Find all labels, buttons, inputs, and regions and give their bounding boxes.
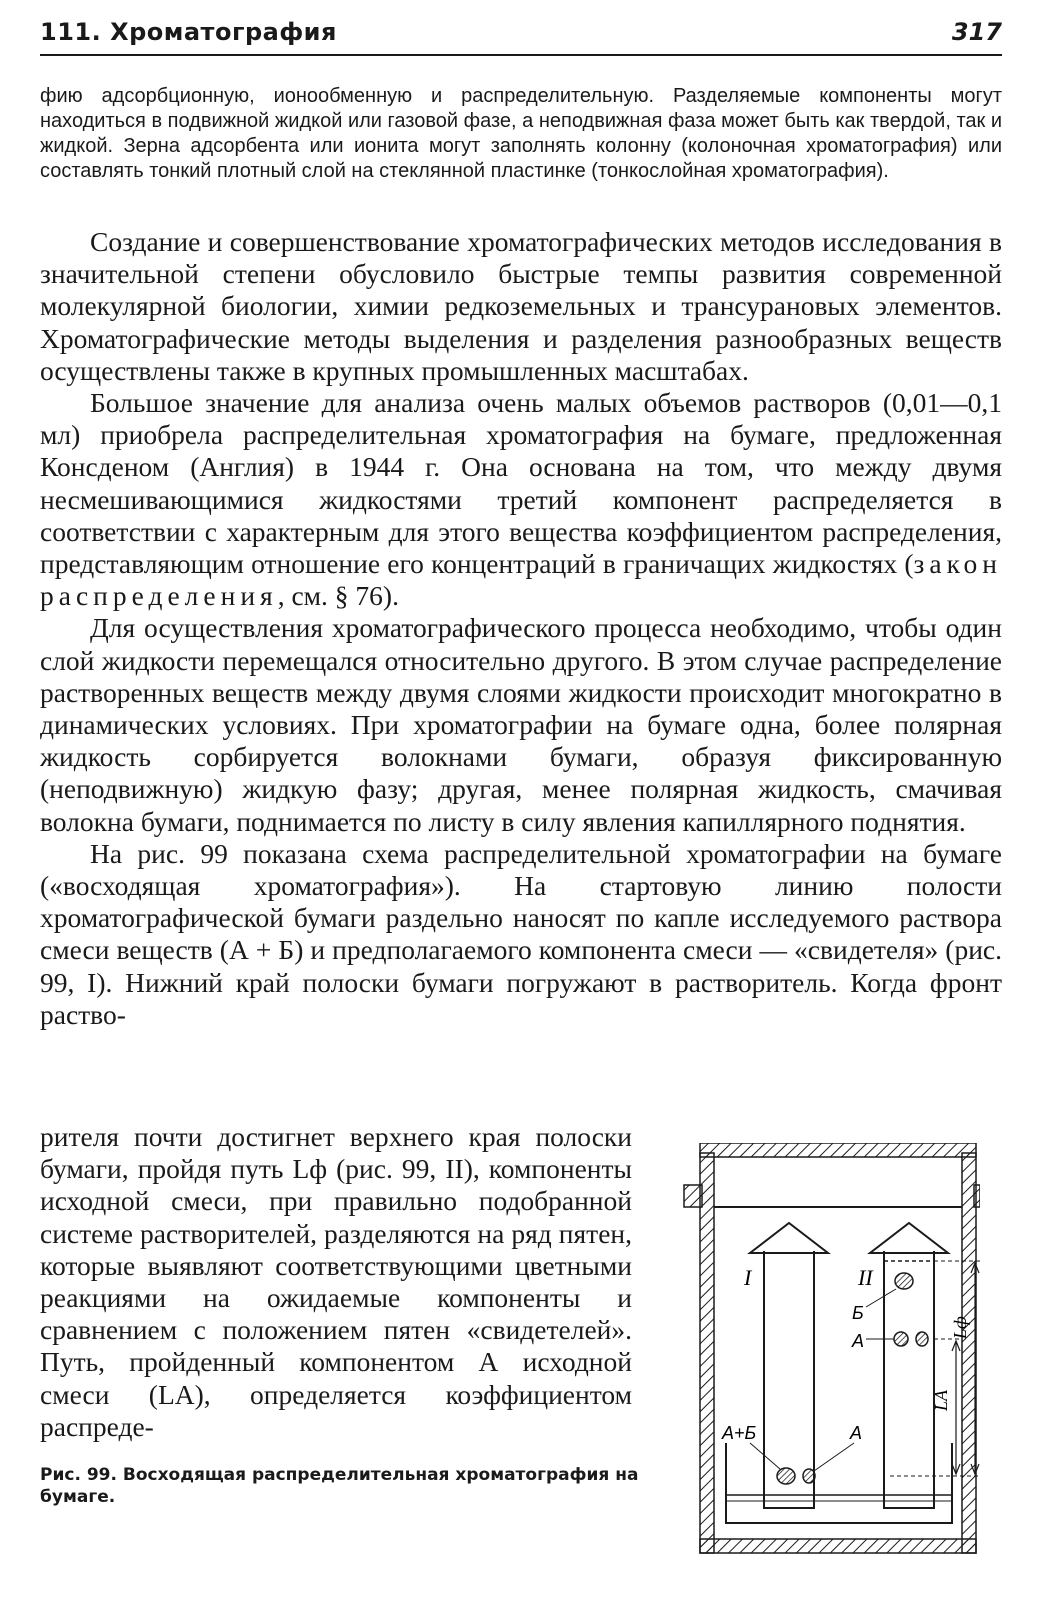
spot-a-2-left [894,1332,908,1346]
jar-wall-left [700,1153,714,1553]
jar-bottom [700,1539,976,1553]
jar-wall-right [962,1153,976,1553]
jar-lid [700,1143,976,1157]
strip-2-arrow-top [870,1223,948,1253]
paragraph-4: На рис. 99 показана схема распределительной хроматографии на бумаге («восходящая хроматография»). На стартовую линию полости хроматографической бумаги раздельно наносят по капле исследуемого раствора смеси веществ (А + Б) и предполагаемого компонента смеси — «свидетеля» (рис. 99, I). Нижний край полоски бумаги погружают в растворитель. Когда фронт раство- [40,837,1002,1030]
page-number: 317 [951,18,1002,46]
spot-label-ab: А+Б [722,1423,757,1443]
intro-small-paragraph: фию адсорбционную, ионообменную и распределительную. Разделяемые компоненты могут находиться в подвижной жидкой или газовой фазе, а неподвижная фаза может быть как твердой, так и жидкой. Зерна адсорбента или ионита могут заполнять колонну (колоночная хроматография) или составлять тонкий плотный слой на стеклянной пластинке (тонкослойная хроматография). [40,85,1002,182]
strip-label-2: II [858,1265,873,1290]
paragraph-2-end: , см. § 76). [277,580,399,612]
distance-label-la: LA [931,1389,951,1411]
main-text [40,226,1002,1031]
lid-flange-right [974,1185,980,1207]
paragraph-3: Для осуществления хроматографического процесса необходимо, чтобы один слой жидкости перемещался относительно другого. В этом случае распределение растворенных веществ между двумя слоями жидкости происходит многократно в динамических условиях. При хроматографии на бумаге одна, более полярная жидкость сорбируется волокнами бумаги, образуя фиксированную (неподвижную) жидкую фазу; другая, менее полярная жидкость, смачивая волокна бумаги, поднимается по листу в силу явления капиллярного поднятия. [40,612,1002,837]
paragraph-1: Создание и совершенствование хроматографических методов исследования в значительной степени обусловило быстрые темпы развития современной молекулярной биологии, химии редкоземельных и трансурановых элементов. Хроматографические методы выделения и разделения разнообразных веществ осуществлены также в крупных промышленных масштабах. [40,226,1002,386]
leader-b [866,1289,896,1307]
figure-caption: Рис. 99. Восходящая распределительная хроматография на бумаге. [40,1465,639,1507]
paragraph-2 [40,387,1002,612]
strip-2 [884,1251,934,1508]
section-title: 111. Хроматография [40,18,337,46]
leader-a-start [814,1443,854,1471]
spot-a-2-right [916,1332,928,1346]
figure-99 [640,1143,980,1563]
lid-flange-left [684,1185,702,1207]
spot-label-a-start: А [850,1423,863,1443]
spot-label-a: А [852,1331,865,1351]
solvent-trough [726,1443,952,1523]
running-header [40,14,1002,56]
distance-label-lf: Lф [950,1316,970,1339]
strip-label-1: I [744,1265,752,1290]
spot-start-a [803,1469,815,1483]
spot-b [895,1273,913,1289]
strip-1-arrow-top [750,1223,828,1253]
law-term: закон распределения [40,548,1002,612]
paragraph-4-wrapped: рителя почти достигнет верхнего края полоски бумаги, пройдя путь Lф (рис. 99, II), компоненты исходной смеси, при правильно подобранной системе растворителей, разделяются на ряд пятен, которые выявляют соответствующими цветными реакциями на ожидаемые компоненты и сравнением с положением пятен «свидетелей». Путь, пройденный компонентом А исходной смеси (LA), определяется коэффициентом распреде- [40,1121,632,1442]
spot-label-b: Б [852,1303,864,1323]
paragraph-2-start: Большое значение для анализа очень малых объемов растворов (0,01—0,1 мл) приобрела распределительная хроматография на бумаге, предложенная Консденом (Англия) в 1944 г. Она основана на том, что между двумя несмешивающимися жидкостями третий компонент распределяется в соответствии с характерным для этого вещества коэффициентом распределения, представляющим отношение его концентраций в граничащих жидкостях ( [40,387,1002,580]
chromatography-diagram [640,1143,980,1563]
spot-start-ab [777,1468,795,1484]
book-page [40,0,1002,1600]
